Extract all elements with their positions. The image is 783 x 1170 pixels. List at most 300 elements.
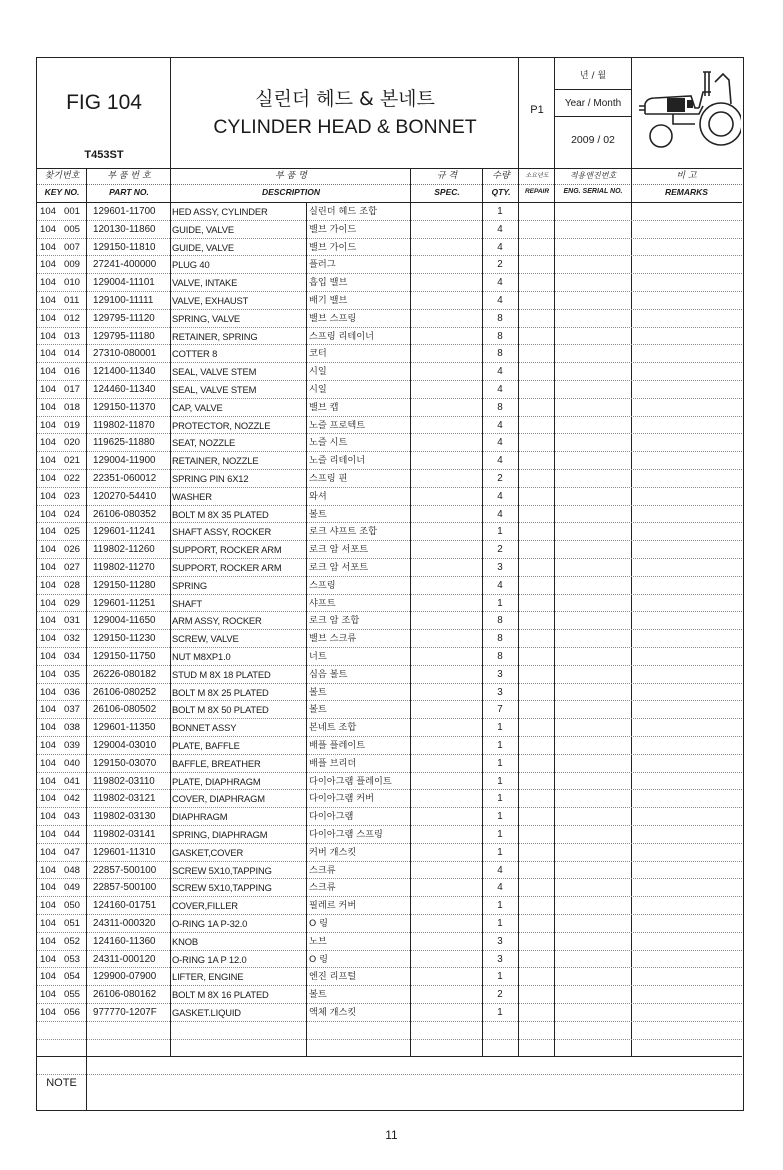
- table-row: [37, 1040, 742, 1058]
- row-description: PROTECTOR, NOZZLE: [172, 419, 271, 431]
- divider: [555, 89, 631, 90]
- row-quantity: 1: [497, 971, 503, 983]
- row-fig-number: 104: [40, 473, 57, 484]
- row-description-korean: 밸브 가이드: [309, 241, 357, 253]
- row-key-number: 025: [64, 526, 81, 538]
- row-quantity: 3: [497, 668, 503, 680]
- row-description-korean: 스크류: [309, 864, 336, 876]
- row-part-number: 977770-1207F: [93, 1007, 157, 1018]
- row-part-number: 129900-07900: [93, 971, 157, 983]
- row-quantity: 7: [497, 704, 503, 716]
- table-row: [37, 452, 742, 470]
- row-part-number: 129004-11101: [93, 277, 155, 289]
- row-description: O-RING 1A P 12.0: [172, 953, 247, 965]
- table-row: [37, 345, 742, 363]
- row-quantity: 2: [497, 259, 503, 271]
- row-description: SPRING: [172, 579, 208, 591]
- row-part-number: 129004-11650: [93, 615, 156, 627]
- row-key-number: 040: [64, 757, 81, 769]
- table-row: [37, 933, 742, 951]
- page-id: P1: [530, 104, 544, 116]
- table-row: [37, 684, 742, 702]
- table-row: [37, 239, 742, 257]
- row-description-korean: 실린더 헤드 조합: [309, 206, 377, 217]
- table-row: [37, 417, 742, 435]
- row-description: SPRING PIN 6X12: [172, 473, 249, 484]
- row-description-korean: 노즐 리테이너: [309, 455, 366, 467]
- row-description: COVER, DIAPHRAGM: [172, 793, 265, 805]
- table-row: [37, 986, 742, 1004]
- row-fig-number: 104: [40, 864, 57, 876]
- row-description-korean: 스크류: [309, 882, 336, 894]
- table-row: [37, 470, 742, 488]
- row-description-korean: 커버 개스킷: [309, 846, 357, 858]
- row-part-number: 22857-500100: [93, 882, 157, 894]
- row-fig-number: 104: [40, 544, 57, 556]
- row-key-number: 009: [64, 259, 81, 271]
- row-fig-number: 104: [40, 437, 57, 449]
- row-key-number: 032: [64, 633, 81, 645]
- row-fig-number: 104: [40, 419, 57, 431]
- table-row: [37, 203, 742, 221]
- column-header-description: 부 품 명 DESCRIPTION: [261, 171, 321, 197]
- row-description: NUT M8XP1.0: [172, 651, 231, 662]
- row-description: SPRING, VALVE: [172, 312, 241, 324]
- row-key-number: 052: [64, 935, 81, 947]
- row-part-number: 119802-03121: [93, 793, 156, 805]
- column-header-row: [37, 168, 742, 203]
- row-fig-number: 104: [40, 490, 57, 502]
- row-description: BAFFLE, BREATHER: [172, 757, 261, 769]
- row-part-number: 26106-080352: [93, 508, 157, 520]
- row-quantity: 1: [497, 846, 503, 858]
- row-part-number: 124460-11340: [93, 384, 156, 395]
- row-fig-number: 104: [40, 579, 57, 591]
- row-part-number: 129004-11900: [93, 455, 156, 467]
- row-quantity: 4: [497, 579, 503, 591]
- row-description: SPRING, DIAPHRAGM: [172, 829, 268, 840]
- row-part-number: 129601-11310: [93, 846, 156, 858]
- row-description-korean: 시일: [309, 366, 327, 378]
- row-quantity: 1: [497, 793, 503, 805]
- row-description-korean: 코터: [309, 348, 327, 360]
- table-row: [37, 701, 742, 719]
- column-header-spec: 규 격 SPEC.: [434, 171, 460, 197]
- row-fig-number: 104: [40, 508, 57, 520]
- row-description: ARM ASSY, ROCKER: [172, 615, 262, 627]
- row-quantity: 2: [497, 473, 503, 484]
- row-fig-number: 104: [40, 633, 57, 645]
- year-month-label-en: Year / Month: [564, 98, 622, 109]
- row-key-number: 019: [64, 419, 81, 431]
- row-description-korean: 다이아그램: [309, 811, 354, 823]
- table-row: [37, 559, 742, 577]
- row-quantity: 3: [497, 935, 503, 947]
- row-description: BONNET ASSY: [172, 722, 237, 734]
- row-quantity: 1: [497, 1007, 503, 1018]
- row-fig-number: 104: [40, 935, 57, 947]
- row-description-korean: 로크 암 서포트: [309, 562, 369, 573]
- row-quantity: 4: [497, 384, 503, 395]
- row-key-number: 011: [64, 295, 80, 306]
- row-description-korean: 볼트: [309, 686, 327, 698]
- row-quantity: 1: [497, 829, 503, 840]
- table-row: [37, 719, 742, 737]
- row-part-number: 129004-03010: [93, 740, 157, 751]
- divider: [631, 58, 632, 168]
- row-quantity: 1: [497, 526, 503, 538]
- table-row: [37, 488, 742, 506]
- row-quantity: 8: [497, 651, 503, 662]
- row-key-number: 048: [64, 864, 81, 876]
- table-row: [37, 968, 742, 986]
- row-part-number: 119802-03110: [93, 775, 155, 787]
- table-row: [37, 1004, 742, 1022]
- row-description-korean: 스프링: [309, 579, 336, 591]
- row-fig-number: 104: [40, 651, 57, 662]
- row-part-number: 129150-11230: [93, 633, 156, 645]
- row-key-number: 056: [64, 1007, 81, 1018]
- row-key-number: 024: [64, 508, 81, 520]
- row-description-korean: 배플 플레이트: [309, 740, 366, 751]
- row-fig-number: 104: [40, 918, 57, 929]
- table-row: [37, 648, 742, 666]
- row-quantity: 4: [497, 223, 503, 235]
- row-description: O-RING 1A P-32.0: [172, 918, 248, 929]
- model-number: T453ST: [84, 149, 124, 161]
- row-fig-number: 104: [40, 882, 57, 894]
- row-description: RETAINER, NOZZLE: [172, 455, 259, 467]
- row-fig-number: 104: [40, 206, 57, 217]
- row-fig-number: 104: [40, 401, 57, 413]
- row-part-number: 124160-11360: [93, 935, 156, 947]
- row-key-number: 055: [64, 989, 81, 1001]
- row-part-number: 119802-11260: [93, 544, 155, 556]
- row-fig-number: 104: [40, 686, 57, 698]
- row-part-number: 26226-080182: [93, 668, 157, 680]
- row-key-number: 044: [64, 829, 81, 840]
- row-part-number: 26106-080162: [93, 989, 157, 1001]
- tractor-icon: [633, 62, 741, 162]
- table-row: [37, 630, 742, 648]
- row-part-number: 129150-11750: [93, 651, 156, 662]
- row-quantity: 1: [497, 740, 503, 751]
- row-key-number: 012: [64, 312, 81, 324]
- row-description-korean: 볼트: [309, 508, 327, 520]
- row-quantity: 8: [497, 615, 503, 627]
- row-key-number: 037: [64, 704, 81, 716]
- table-row: [37, 595, 742, 613]
- row-fig-number: 104: [40, 971, 57, 983]
- table-row: [37, 292, 742, 310]
- row-quantity: 8: [497, 348, 503, 360]
- row-part-number: 129601-11241: [93, 526, 156, 538]
- row-fig-number: 104: [40, 259, 57, 271]
- table-row: [37, 1022, 742, 1040]
- row-description: SCREW 5X10,TAPPING: [172, 864, 272, 876]
- row-quantity: 1: [497, 206, 503, 217]
- table-row: [37, 737, 742, 755]
- row-description: SCREW 5X10,TAPPING: [172, 882, 272, 894]
- row-description-korean: 다이아그램 플레이트: [309, 775, 392, 787]
- table-row: [37, 862, 742, 880]
- table-row: [37, 363, 742, 381]
- row-description: LIFTER, ENGINE: [172, 971, 244, 983]
- row-quantity: 1: [497, 757, 503, 769]
- row-description-korean: 플러그: [309, 259, 336, 271]
- row-quantity: 4: [497, 455, 503, 467]
- row-description-korean: 너트: [309, 651, 327, 662]
- table-row: [37, 844, 742, 862]
- row-quantity: 1: [497, 722, 503, 734]
- table-row: [37, 897, 742, 915]
- divider: [555, 116, 631, 117]
- row-description-korean: 로크 암 서포트: [309, 544, 369, 556]
- table-row: [37, 256, 742, 274]
- row-description-korean: 배플 브리더: [309, 757, 357, 769]
- row-part-number: 22857-500100: [93, 864, 157, 876]
- row-key-number: 038: [64, 722, 81, 734]
- column-header-qty: 수량 QTY.: [491, 171, 511, 197]
- row-quantity: 4: [497, 241, 503, 253]
- row-part-number: 119802-11270: [93, 562, 155, 573]
- row-description-korean: 볼트: [309, 704, 327, 716]
- title-english: CYLINDER HEAD & BONNET: [213, 116, 477, 138]
- row-key-number: 036: [64, 686, 81, 698]
- table-row: [37, 612, 742, 630]
- row-fig-number: 104: [40, 900, 57, 912]
- row-key-number: 042: [64, 793, 81, 805]
- row-key-number: 023: [64, 490, 81, 502]
- row-key-number: 043: [64, 811, 81, 823]
- row-quantity: 3: [497, 953, 503, 965]
- row-fig-number: 104: [40, 1007, 57, 1018]
- row-quantity: 8: [497, 401, 503, 413]
- row-key-number: 021: [64, 455, 81, 467]
- row-fig-number: 104: [40, 704, 57, 716]
- header-block: [37, 58, 742, 169]
- row-description: BOLT M 8X 35 PLATED: [172, 508, 269, 520]
- row-description: BOLT M 8X 16 PLATED: [172, 989, 269, 1001]
- row-fig-number: 104: [40, 757, 57, 769]
- row-fig-number: 104: [40, 615, 57, 627]
- row-quantity: 8: [497, 330, 503, 342]
- row-key-number: 039: [64, 740, 81, 751]
- row-description-korean: 로크 샤프트 조합: [309, 526, 377, 538]
- row-fig-number: 104: [40, 526, 57, 538]
- column-header-remarks: 비 고 REMARKS: [665, 171, 708, 197]
- row-key-number: 014: [64, 348, 81, 360]
- row-key-number: 054: [64, 971, 81, 983]
- row-description: VALVE, EXHAUST: [172, 295, 249, 306]
- note-area: [37, 1056, 742, 1110]
- row-key-number: 010: [64, 277, 81, 289]
- row-description: WASHER: [172, 490, 212, 502]
- column-header-serial: 적용엔진번호 ENG. SERIAL NO.: [563, 171, 623, 195]
- row-description: HED ASSY, CYLINDER: [172, 206, 268, 217]
- table-row: [37, 915, 742, 933]
- row-key-number: 028: [64, 579, 81, 591]
- row-description-korean: 와셔: [309, 490, 327, 502]
- row-key-number: 031: [64, 615, 81, 627]
- row-quantity: 1: [497, 775, 503, 787]
- row-key-number: 053: [64, 953, 81, 965]
- row-description-korean: 심음 볼트: [309, 668, 348, 680]
- table-row: [37, 381, 742, 399]
- row-part-number: 129601-11700: [93, 206, 156, 217]
- row-description: DIAPHRAGM: [172, 811, 228, 823]
- row-description-korean: 스프링 핀: [309, 473, 348, 484]
- row-fig-number: 104: [40, 740, 57, 751]
- row-quantity: 1: [497, 597, 503, 609]
- row-description: SUPPORT, ROCKER ARM: [172, 544, 282, 556]
- row-key-number: 016: [64, 366, 81, 378]
- year-month-value: 2009 / 02: [571, 134, 615, 146]
- table-row: [37, 577, 742, 595]
- row-key-number: 022: [64, 473, 81, 484]
- row-description: GUIDE, VALVE: [172, 223, 234, 235]
- row-fig-number: 104: [40, 277, 57, 289]
- row-part-number: 129150-03070: [93, 757, 157, 769]
- table-row: [37, 506, 742, 524]
- table-row: [37, 274, 742, 292]
- row-part-number: 120130-11860: [93, 223, 156, 235]
- table-row: [37, 399, 742, 417]
- row-description-korean: 밸브 가이드: [309, 223, 357, 235]
- row-description-korean: 밸브 스프링: [309, 312, 357, 324]
- row-key-number: 029: [64, 597, 81, 609]
- row-key-number: 007: [64, 241, 81, 253]
- row-quantity: 8: [497, 633, 503, 645]
- row-quantity: 2: [497, 989, 503, 1001]
- table-row: [37, 755, 742, 773]
- row-quantity: 4: [497, 366, 503, 378]
- row-quantity: 4: [497, 419, 503, 431]
- row-description-korean: 시일: [309, 384, 327, 395]
- row-description-korean: 필레르 커버: [309, 900, 357, 912]
- row-quantity: 4: [497, 295, 503, 306]
- row-quantity: 4: [497, 490, 503, 502]
- table-row: [37, 790, 742, 808]
- row-description-korean: 밸브 캡: [309, 401, 339, 413]
- row-description: SEAL, VALVE STEM: [172, 366, 257, 378]
- row-part-number: 129150-11810: [93, 241, 156, 253]
- row-key-number: 018: [64, 401, 81, 413]
- row-part-number: 129150-11280: [93, 579, 156, 591]
- row-description: SEAT, NOZZLE: [172, 437, 236, 449]
- row-quantity: 1: [497, 811, 503, 823]
- row-key-number: 047: [64, 846, 81, 858]
- row-quantity: 1: [497, 900, 503, 912]
- table-row: [37, 310, 742, 328]
- row-description-korean: 다이아그램 커버: [309, 793, 375, 805]
- table-row: [37, 951, 742, 969]
- row-key-number: 035: [64, 668, 81, 680]
- row-description: KNOB: [172, 935, 198, 947]
- figure-number: FIG 104: [66, 91, 142, 114]
- row-description: SCREW, VALVE: [172, 633, 239, 645]
- row-fig-number: 104: [40, 312, 57, 324]
- row-part-number: 24311-000120: [93, 953, 156, 965]
- row-part-number: 129795-11120: [93, 312, 155, 324]
- row-description-korean: 흡입 밸브: [309, 277, 348, 289]
- row-key-number: 013: [64, 330, 81, 342]
- row-description-korean: 다이아그램 스프링: [309, 829, 383, 840]
- row-description: STUD M 8X 18 PLATED: [172, 668, 271, 680]
- row-quantity: 3: [497, 562, 503, 573]
- table-row: [37, 666, 742, 684]
- row-description-korean: 본네트 조합: [309, 722, 357, 734]
- row-fig-number: 104: [40, 775, 57, 787]
- row-quantity: 4: [497, 508, 503, 520]
- row-description-korean: 엔진 리프털: [309, 971, 357, 983]
- table-row: [37, 221, 742, 239]
- row-description: BOLT M 8X 25 PLATED: [172, 686, 269, 698]
- row-description-korean: 스프링 리테이너: [309, 330, 375, 342]
- year-month-label-ko: 년 / 월: [579, 71, 607, 81]
- row-quantity: 8: [497, 312, 503, 324]
- table-row: [37, 826, 742, 844]
- row-description: CAP, VALVE: [172, 401, 223, 413]
- row-description-korean: 볼트: [309, 989, 327, 1001]
- row-fig-number: 104: [40, 597, 57, 609]
- row-key-number: 041: [64, 775, 81, 787]
- row-part-number: 26106-080502: [93, 704, 157, 716]
- row-description: SUPPORT, ROCKER ARM: [172, 562, 282, 573]
- row-description: COTTER 8: [172, 348, 218, 360]
- column-header-repair: 소요년도 REPAIR: [524, 172, 550, 195]
- row-description: RETAINER, SPRING: [172, 330, 258, 342]
- column-header-part: 부 품 번 호 PART NO.: [107, 171, 151, 197]
- row-fig-number: 104: [40, 953, 57, 965]
- row-description: BOLT M 8X 50 PLATED: [172, 704, 269, 716]
- note-label: NOTE: [37, 1057, 87, 1110]
- row-fig-number: 104: [40, 455, 57, 467]
- row-fig-number: 104: [40, 295, 57, 306]
- row-description: GUIDE, VALVE: [172, 241, 234, 253]
- row-key-number: 020: [64, 437, 81, 449]
- row-part-number: 119625-11880: [93, 437, 155, 449]
- row-fig-number: 104: [40, 348, 57, 360]
- table-row: [37, 328, 742, 346]
- row-description: SEAL, VALVE STEM: [172, 384, 257, 395]
- row-key-number: 026: [64, 544, 81, 556]
- parts-list-frame: [36, 57, 744, 1111]
- row-quantity: 4: [497, 864, 503, 876]
- row-part-number: 119802-03141: [93, 829, 156, 840]
- table-row: [37, 879, 742, 897]
- row-quantity: 2: [497, 544, 503, 556]
- column-header-key: 찾기번호 KEY NO.: [44, 171, 80, 197]
- row-fig-number: 104: [40, 722, 57, 734]
- row-fig-number: 104: [40, 241, 57, 253]
- row-description: SHAFT ASSY, ROCKER: [172, 526, 272, 538]
- table-row: [37, 773, 742, 791]
- row-fig-number: 104: [40, 330, 57, 342]
- row-description: PLATE, BAFFLE: [172, 740, 240, 751]
- row-fig-number: 104: [40, 846, 57, 858]
- row-quantity: 4: [497, 277, 503, 289]
- row-description-korean: 액체 개스킷: [309, 1007, 357, 1018]
- table-row: [37, 808, 742, 826]
- table-row: [37, 541, 742, 559]
- row-description: VALVE, INTAKE: [172, 277, 238, 289]
- row-key-number: 034: [64, 651, 81, 662]
- row-description-korean: 노즐 시트: [309, 437, 348, 449]
- row-key-number: 005: [64, 223, 81, 235]
- row-description: SHAFT: [172, 597, 202, 609]
- row-fig-number: 104: [40, 562, 57, 573]
